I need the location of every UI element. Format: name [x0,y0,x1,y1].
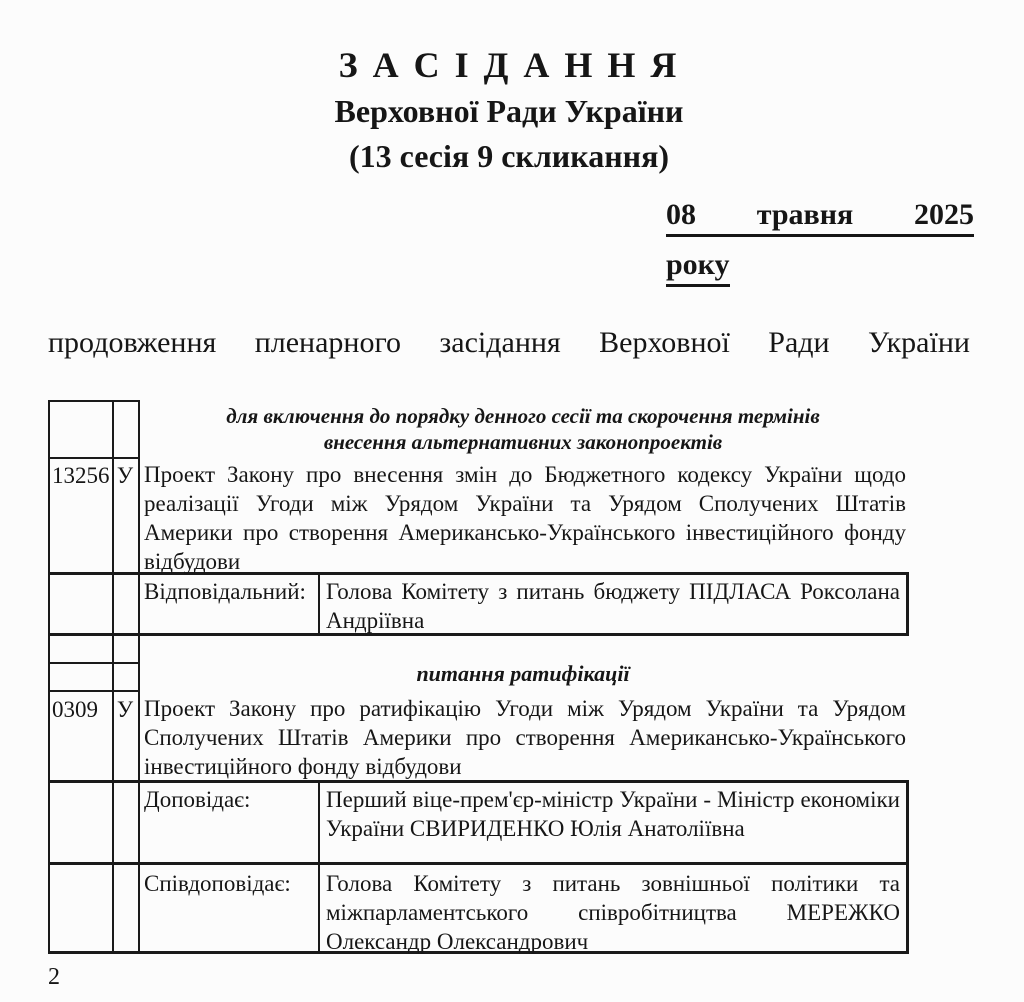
responsible-box-label-divider [318,572,320,636]
session-date-line2: року [666,248,730,287]
document-title [48,42,970,179]
title-line-session-number: (13 сесія 9 скликання) [348,138,670,174]
row-divider-3 [48,690,140,692]
section2-heading: питання ратифікації [416,661,630,686]
item2-title: Проект Закону про ратифікацію Угоди між Урядом України та Урядом Сполучених Штатів Америки про створення Американсько-Українського інвестиційного фонду відбудови [144,696,906,779]
row-divider-2 [48,662,140,664]
item2-reporter-label: Доповідає: [144,787,251,812]
reporter-box-middle-border [48,862,909,865]
subtitle-word: України [867,326,970,359]
section1-heading-line2: внесення альтернативних законопроектів [323,430,723,454]
section1-heading-line1: для включення до порядку денного сесії та скорочення термінів [226,404,820,428]
date-day: 08 [666,198,696,231]
subtitle-word: Ради [768,326,830,359]
section1-heading [140,403,906,455]
subtitle-word: засідання [439,326,561,359]
page-number: 2 [48,964,60,990]
item1-number: 13256 [52,463,110,488]
title-line-session: З А С І Д А Н Н Я [338,45,680,85]
subtitle-word: пленарного [254,326,402,359]
subtitle-word: Верховної [599,326,730,359]
item2-number: 0309 [52,697,98,722]
item1-responsible-value: Голова Комітету з питань бюджету ПІДЛАСА Роксолана Андріївна [326,579,900,633]
reporter-box-label-divider [318,780,320,954]
document-subtitle [48,326,970,360]
responsible-box-right-border [906,572,909,636]
session-date [666,198,974,287]
item1-title: Проект Закону про внесення змін до Бюджетного кодексу України щодо реалізації Угоди між Урядом України та Урядом Сполучених Штатів Америки про створення Американсько-Українського інвестиційного фонду відбудови [144,462,906,574]
session-date-line1 [666,198,974,237]
title-line-rada: Верховної Ради України [334,93,684,129]
date-year: 2025 [913,198,974,231]
item1-responsible-label: Відповідальний: [144,579,306,604]
item1-urgency-flag: У [116,463,134,488]
table-left-border [48,400,50,954]
row-divider-1 [48,457,140,459]
item2-reporter-value: Перший віце-прем'єр-міністр України - Міністр економіки України СВИРИДЕНКО Юлія Анатоліївна [326,787,900,841]
date-month: травня [756,198,854,231]
reporter-box-right-border [906,780,909,954]
item2-co-reporter-value: Голова Комітету з питань зовнішньої політики та міжпарламентського співробітництва МЕРЕЖКО Олександр Олександрович [326,871,900,954]
subtitle-word: продовження [48,326,217,359]
table-top-border [48,400,140,402]
item2-co-reporter-label: Співдоповідає: [144,871,291,896]
item2-urgency-flag: У [116,697,134,722]
